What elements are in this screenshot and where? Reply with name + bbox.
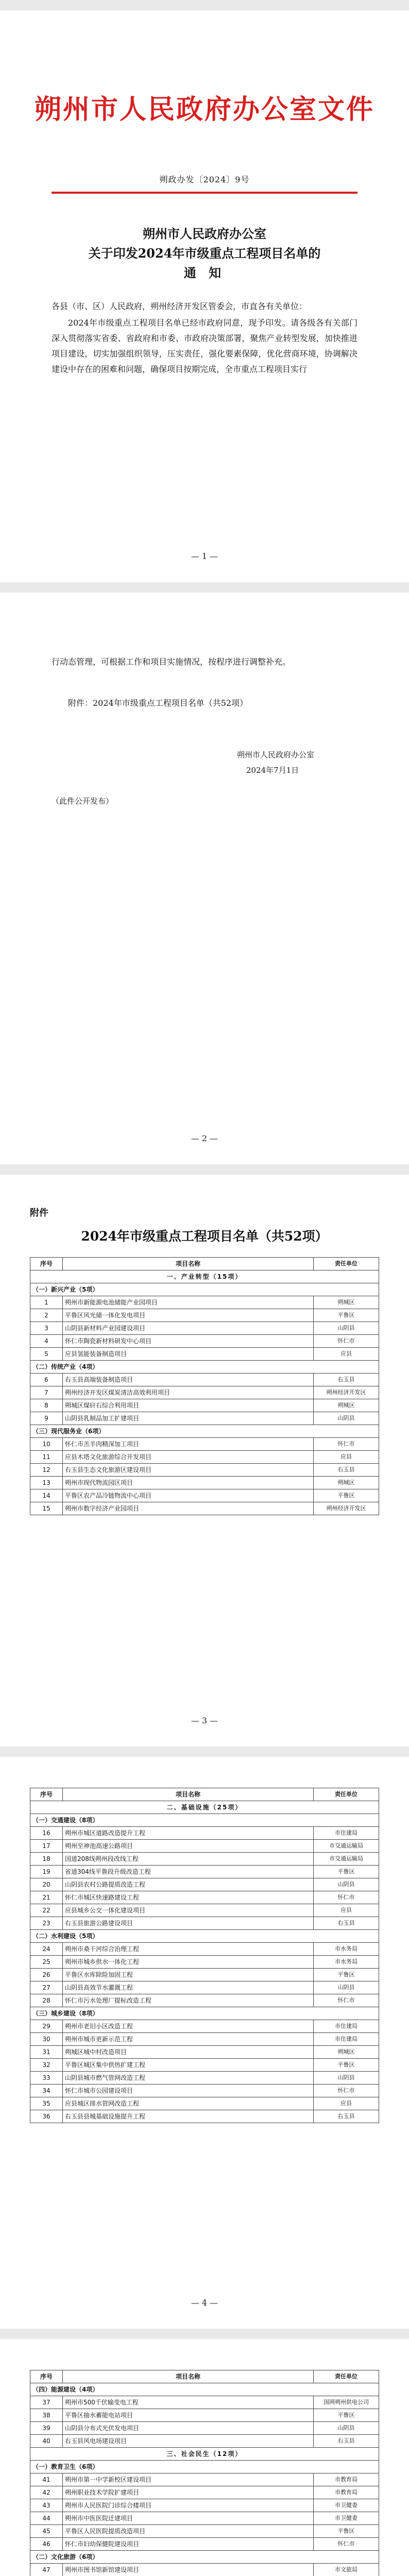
row-name: 山阴县乳制品加工扩建项目 (63, 1412, 314, 1425)
attachment-note: 附件：2024年市级重点工程项目名单（共52项） (68, 698, 248, 708)
project-table-part-2 (30, 1788, 379, 2123)
table-row (30, 1374, 379, 1386)
row-name: 山阴县分布式光伏发电项目 (63, 2422, 314, 2435)
row-name: 国道208线朔州段改线工程 (63, 1853, 314, 1866)
row-unit: 朔州经济开发区 (314, 1502, 379, 1515)
row-no: 13 (30, 1477, 63, 1489)
row-name: 山阴县农村公路提质改造工程 (63, 1878, 314, 1891)
table-row (30, 1840, 379, 1853)
category-label: 一、产业转型（15项） (30, 1270, 379, 1283)
release-note: （此件公开发布） (52, 796, 114, 806)
table-row (30, 1981, 379, 1994)
project-table-part-3 (30, 2370, 379, 2576)
row-no: 24 (30, 1943, 63, 1956)
subcategory-label: （四）能源建设（4项） (30, 2383, 379, 2396)
row-name: 应县城区排水管网改造工程 (63, 2097, 314, 2110)
col-header: 项目名称 (63, 2370, 314, 2383)
table-header-row (30, 2370, 379, 2383)
row-unit: 朔城区 (314, 1477, 379, 1489)
subcategory-row (30, 1361, 379, 1374)
row-name: 朔州市城市更新示范工程 (63, 2033, 314, 2046)
subcategory-label: （一）教育卫生（6项） (30, 2461, 379, 2473)
col-header: 项目名称 (63, 1788, 314, 1801)
red-divider (52, 192, 357, 194)
row-unit: 右玉县 (314, 1374, 379, 1386)
table-row (30, 1943, 379, 1956)
row-unit: 山阴县 (314, 1322, 379, 1335)
table-row (30, 2072, 379, 2084)
row-no: 7 (30, 1386, 63, 1399)
row-unit: 平鲁区 (314, 2409, 379, 2422)
subcategory-label: （三）现代服务业（6项） (30, 1425, 379, 1438)
row-name: 怀仁市城市公园建设项目 (63, 2084, 314, 2097)
table-row (30, 2110, 379, 2123)
row-unit: 朔城区 (314, 1399, 379, 1412)
col-header: 责任单位 (314, 1788, 379, 1801)
row-name: 平鲁区农产品冷链物流中心项目 (63, 1489, 314, 1502)
table-row (30, 1399, 379, 1412)
row-no: 26 (30, 1969, 63, 1981)
row-name: 怀仁市羔羊肉精深加工项目 (63, 1438, 314, 1451)
row-unit: 山阴县 (314, 2422, 379, 2435)
row-unit: 山阴县 (314, 2072, 379, 2084)
row-no: 38 (30, 2409, 63, 2422)
table-row (30, 2046, 379, 2059)
row-unit: 市卫健委 (314, 2512, 379, 2525)
row-name: 朔州市第一中学新校区建设项目 (63, 2473, 314, 2486)
row-name: 山阴县新材料产业园建设项目 (63, 1322, 314, 1335)
body-paragraph-2: 行动态管理，可根据工作和项目实施情况，按程序进行调整补充。 (52, 657, 291, 667)
row-no: 5 (30, 1348, 63, 1361)
table-row (30, 2084, 379, 2097)
row-name: 应县木塔文化旅游综合开发项目 (63, 1451, 314, 1464)
row-no: 43 (30, 2499, 63, 2512)
table-row (30, 1956, 379, 1969)
recipients: 各县（市、区）人民政府，朔州经济开发区管委会，市直各有关单位： (52, 301, 308, 311)
notice-title: 关于印发2024年市级重点工程项目名单的 (88, 246, 321, 261)
row-name: 平鲁区水库除险加固工程 (63, 1969, 314, 1981)
row-no: 19 (30, 1866, 63, 1878)
row-name: 朔州市图书馆新馆建设项目 (63, 2564, 314, 2576)
row-name: 平鲁区城区集中供热扩建工程 (63, 2059, 314, 2072)
row-no: 4 (30, 1335, 63, 1348)
doc-number: 朔政办发〔2024〕9号 (159, 175, 250, 184)
row-name: 朔州市中医医院迁建项目 (63, 2512, 314, 2525)
row-unit: 市住建局 (314, 2020, 379, 2033)
subcategory-row (30, 1814, 379, 1827)
table-row (30, 1412, 379, 1425)
row-name: 朔州市人民医院门诊综合楼项目 (63, 2499, 314, 2512)
row-no: 20 (30, 1878, 63, 1891)
row-unit: 怀仁市 (314, 2084, 379, 2097)
table-row (30, 1891, 379, 1904)
table-row (30, 2059, 379, 2072)
row-unit: 山阴县 (314, 1878, 379, 1891)
row-unit: 平鲁区 (314, 2525, 379, 2538)
row-unit: 市交通运输局 (314, 1853, 379, 1866)
subcategory-row (30, 2007, 379, 2020)
row-name: 朔州市桑干河综合治理工程 (63, 1943, 314, 1956)
row-name: 朔城区城中村改造项目 (63, 2046, 314, 2059)
row-no: 15 (30, 1502, 63, 1515)
row-no: 12 (30, 1464, 63, 1477)
category-label: 二、基础设施（25项） (30, 1801, 379, 1814)
row-no: 34 (30, 2084, 63, 2097)
row-name: 省道304线平鲁段升级改造工程 (63, 1866, 314, 1878)
row-no: 30 (30, 2033, 63, 2046)
table-row (30, 1878, 379, 1891)
row-name: 朔州经济开发区煤炭清洁高效利用项目 (63, 1386, 314, 1399)
row-unit: 平鲁区 (314, 1969, 379, 1981)
row-name: 平鲁区人民医院提质改造项目 (63, 2525, 314, 2538)
table-row (30, 2396, 379, 2409)
page-number: — 4 — (191, 2298, 218, 2308)
table-row (30, 1451, 379, 1464)
row-unit: 右玉县 (314, 2435, 379, 2448)
table-row (30, 2020, 379, 2033)
notice-issuer: 朔州市人民政府办公室 (143, 226, 266, 241)
row-name: 右玉县高端装备制造项目 (63, 1374, 314, 1386)
row-name: 朔州市老旧小区改造工程 (63, 2020, 314, 2033)
table-row (30, 1464, 379, 1477)
row-no: 22 (30, 1904, 63, 1917)
row-unit: 市文旅局 (314, 2564, 379, 2576)
annex-label: 附件 (30, 1208, 48, 1218)
row-name: 朔州市新能源电池储能产业园项目 (63, 1296, 314, 1309)
sign-org: 朔州市人民政府办公室 (237, 750, 315, 759)
row-name: 右玉县生态文化旅游区建设项目 (63, 1464, 314, 1477)
table-row (30, 2499, 379, 2512)
subcategory-label: （二）水利建设（5项） (30, 1930, 379, 1943)
row-name: 山阴县高效节水灌溉工程 (63, 1981, 314, 1994)
row-name: 怀仁市污水处理厂提标改造工程 (63, 1994, 314, 2007)
row-no: 6 (30, 1374, 63, 1386)
row-no: 39 (30, 2422, 63, 2435)
page-1 (0, 10, 409, 582)
row-no: 23 (30, 1917, 63, 1930)
row-no: 9 (30, 1412, 63, 1425)
row-unit: 国网朔州供电公司 (314, 2396, 379, 2409)
table-row (30, 1827, 379, 1840)
row-no: 29 (30, 2020, 63, 2033)
row-unit: 市住建局 (314, 1827, 379, 1840)
row-no: 31 (30, 2046, 63, 2059)
row-name: 怀仁市城区快速路建设工程 (63, 1891, 314, 1904)
notice-title-suffix: 通 知 (183, 265, 226, 280)
page-5 (0, 2339, 409, 2576)
row-name: 朔城区煤矸石综合利用项目 (63, 1399, 314, 1412)
subcategory-label: （一）交通建设（8项） (30, 1814, 379, 1827)
row-name: 应县氢能装备制造项目 (63, 1348, 314, 1361)
row-unit: 怀仁市 (314, 1438, 379, 1451)
row-name: 右玉县风电场建设项目 (63, 2435, 314, 2448)
page-4 (0, 1757, 409, 2329)
row-unit: 右玉县 (314, 1917, 379, 1930)
subcategory-row (30, 1930, 379, 1943)
subcategory-label: （二）文化旅游（6项） (30, 2551, 379, 2564)
row-unit: 市住建局 (314, 2033, 379, 2046)
row-no: 8 (30, 1399, 63, 1412)
row-unit: 市教育局 (314, 2486, 379, 2499)
table-header-row (30, 1258, 379, 1270)
col-header: 责任单位 (314, 2370, 379, 2383)
annex-title: 2024年市级重点工程项目名单（共52项） (81, 1229, 328, 1244)
row-unit: 市水务局 (314, 1956, 379, 1969)
row-no: 27 (30, 1981, 63, 1994)
category-row (30, 2448, 379, 2461)
row-unit: 右玉县 (314, 1464, 379, 1477)
row-unit: 平鲁区 (314, 1866, 379, 1878)
row-unit: 平鲁区 (314, 1309, 379, 1322)
subcategory-row (30, 2551, 379, 2564)
row-no: 11 (30, 1451, 63, 1464)
row-no: 32 (30, 2059, 63, 2072)
row-unit: 市教育局 (314, 2473, 379, 2486)
row-unit: 右玉县 (314, 2110, 379, 2123)
org-red-header: 朔州市人民政府办公室文件 (34, 94, 374, 125)
row-no: 40 (30, 2435, 63, 2448)
col-header: 序号 (30, 2370, 63, 2383)
row-name: 山阴县城市燃气管网改造工程 (63, 2072, 314, 2084)
table-row (30, 2564, 379, 2576)
row-no: 1 (30, 1296, 63, 1309)
row-no: 14 (30, 1489, 63, 1502)
table-row (30, 2435, 379, 2448)
row-unit: 市水务局 (314, 1943, 379, 1956)
row-unit: 怀仁市 (314, 2538, 379, 2551)
row-no: 47 (30, 2564, 63, 2576)
row-no: 44 (30, 2512, 63, 2525)
table-row (30, 1296, 379, 1309)
table-row (30, 1917, 379, 1930)
table-row (30, 1969, 379, 1981)
subcategory-label: （二）传统产业（4项） (30, 1361, 379, 1374)
row-unit: 平鲁区 (314, 2059, 379, 2072)
row-no: 45 (30, 2525, 63, 2538)
category-row (30, 1801, 379, 1814)
row-unit: 应县 (314, 1451, 379, 1464)
table-row (30, 1489, 379, 1502)
table-row (30, 2033, 379, 2046)
table-header-row (30, 1788, 379, 1801)
table-row (30, 1438, 379, 1451)
row-name: 怀仁市陶瓷新材料研发中心项目 (63, 1335, 314, 1348)
row-no: 2 (30, 1309, 63, 1322)
page-2 (0, 592, 409, 1164)
row-name: 平鲁区抽水蓄能电站项目 (63, 2409, 314, 2422)
category-label: 三、社会民生（12项） (30, 2448, 379, 2461)
page-number: — 1 — (191, 551, 218, 561)
table-row (30, 2512, 379, 2525)
row-name: 右玉县县城基础设施提升工程 (63, 2110, 314, 2123)
row-no: 3 (30, 1322, 63, 1335)
row-unit: 应县 (314, 1904, 379, 1917)
table-row (30, 1335, 379, 1348)
row-no: 10 (30, 1438, 63, 1451)
col-header: 责任单位 (314, 1258, 379, 1270)
row-name: 右玉县旅游公路建设项目 (63, 1917, 314, 1930)
page-3 (0, 1175, 409, 1747)
row-name: 朔州市500千伏输变电工程 (63, 2396, 314, 2409)
table-row (30, 1309, 379, 1322)
table-row (30, 2538, 379, 2551)
row-unit: 市交通运输局 (314, 1840, 379, 1853)
table-row (30, 2486, 379, 2499)
row-unit: 朔城区 (314, 1296, 379, 1309)
row-no: 25 (30, 1956, 63, 1969)
subcategory-row (30, 1283, 379, 1296)
row-unit: 应县 (314, 2097, 379, 2110)
page-number: — 2 — (191, 1133, 218, 1143)
row-no: 36 (30, 2110, 63, 2123)
row-unit: 市卫健委 (314, 2499, 379, 2512)
table-row (30, 2422, 379, 2435)
table-row (30, 1477, 379, 1489)
table-row (30, 1866, 379, 1878)
row-name: 朔州职业技术学院扩建项目 (63, 2486, 314, 2499)
table-row (30, 1994, 379, 2007)
page-number: — 3 — (191, 1716, 218, 1725)
table-row (30, 1904, 379, 1917)
table-row (30, 1386, 379, 1399)
row-no: 35 (30, 2097, 63, 2110)
project-table-part-1 (30, 1257, 379, 1515)
row-no: 46 (30, 2538, 63, 2551)
row-name: 朔州市现代物流园区项目 (63, 1477, 314, 1489)
body-paragraph-1: 2024年市级重点工程项目名单已经市政府同意，现予印发。请各级各有关部门深入贯彻落实省委、省政府和市委、市政府决策部署，聚焦产业转型发展，加快推进项目建设，切实加强组织领导，压实责任，强化要素保障，优化营商环境，协调解决建设中存在的困难和问题，确保项目按期完成，全市重点工程项目实行 (52, 318, 357, 374)
row-no: 17 (30, 1840, 63, 1853)
table-row (30, 2097, 379, 2110)
table-row (30, 2473, 379, 2486)
row-unit: 山阴县 (314, 1412, 379, 1425)
category-row (30, 1270, 379, 1283)
row-unit: 朔城区 (314, 2046, 379, 2059)
table-row (30, 1853, 379, 1866)
table-row (30, 1322, 379, 1335)
row-unit: 怀仁市 (314, 1994, 379, 2007)
row-unit: 平鲁区 (314, 1489, 379, 1502)
subcategory-row (30, 2461, 379, 2473)
col-header: 序号 (30, 1788, 63, 1801)
row-name: 平鲁区风光储一体化发电项目 (63, 1309, 314, 1322)
row-no: 41 (30, 2473, 63, 2486)
row-name: 朔州至神池高速公路项目 (63, 1840, 314, 1853)
table-row (30, 2409, 379, 2422)
subcategory-row (30, 2383, 379, 2396)
row-unit: 应县 (314, 1348, 379, 1361)
row-unit: 朔州经济开发区 (314, 1386, 379, 1399)
subcategory-row (30, 1425, 379, 1438)
row-no: 28 (30, 1994, 63, 2007)
subcategory-label: （三）城乡建设（8项） (30, 2007, 379, 2020)
col-header: 项目名称 (63, 1258, 314, 1270)
row-no: 21 (30, 1891, 63, 1904)
table-row (30, 2525, 379, 2538)
row-name: 怀仁市妇幼保健院建设项目 (63, 2538, 314, 2551)
row-name: 朔州市城乡供水一体化工程 (63, 1956, 314, 1969)
table-row (30, 1502, 379, 1515)
subcategory-label: （一）新兴产业（5项） (30, 1283, 379, 1296)
row-name: 朔州市城区道路改造提升工程 (63, 1827, 314, 1840)
table-row (30, 1348, 379, 1361)
row-no: 33 (30, 2072, 63, 2084)
row-unit: 山阴县 (314, 1981, 379, 1994)
row-no: 16 (30, 1827, 63, 1840)
row-no: 37 (30, 2396, 63, 2409)
col-header: 序号 (30, 1258, 63, 1270)
row-no: 18 (30, 1853, 63, 1866)
sign-date: 2024年7月1日 (246, 766, 299, 775)
row-name: 应县城乡公交一体化建设项目 (63, 1904, 314, 1917)
row-name: 朔州市数字经济产业园项目 (63, 1502, 314, 1515)
row-no: 42 (30, 2486, 63, 2499)
row-unit: 怀仁市 (314, 1335, 379, 1348)
row-unit: 怀仁市 (314, 1891, 379, 1904)
